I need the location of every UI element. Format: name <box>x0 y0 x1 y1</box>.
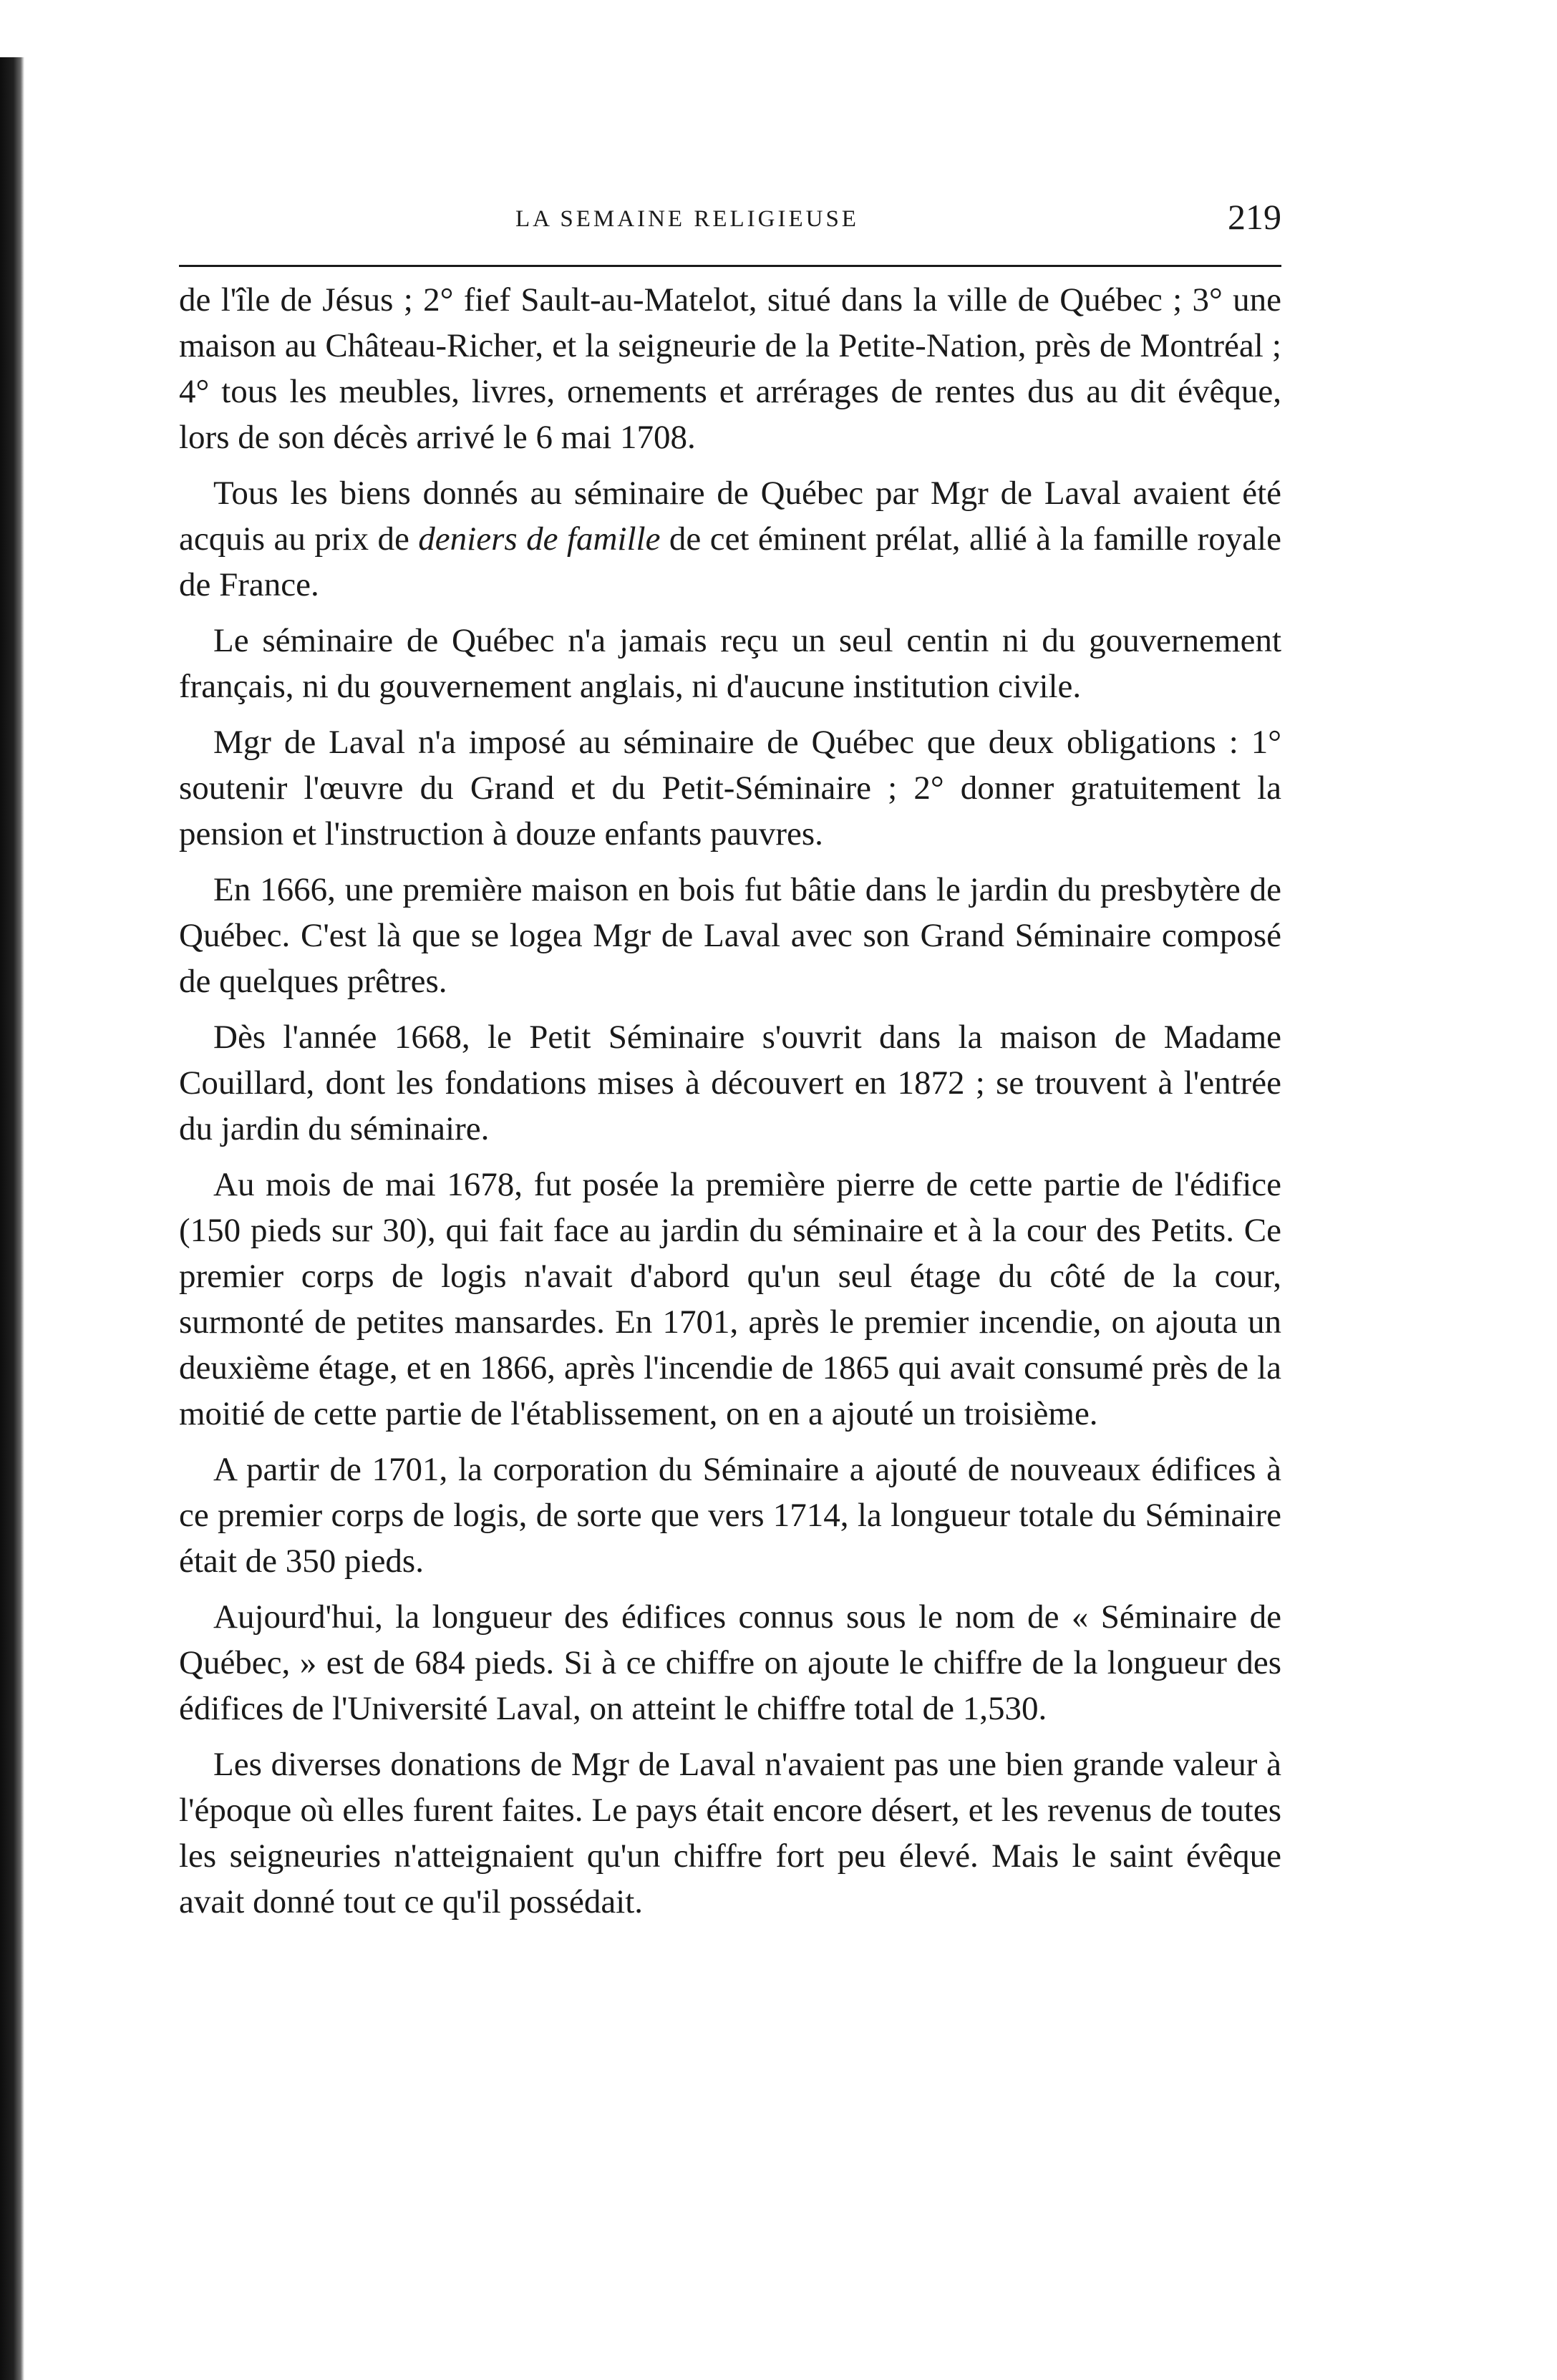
scan-edge-shadow <box>0 57 24 2380</box>
paragraph-1668: Dès l'année 1668, le Petit Séminaire s'ouvrit dans la maison de Madame Couillard, dont les fondations mises à découvert en 1872 ; se trouvent à l'entrée du jardin du séminaire. <box>179 1019 1281 1147</box>
body-text <box>179 277 1281 1925</box>
header-rule <box>179 265 1281 267</box>
running-head <box>179 193 1281 265</box>
running-title: LA SEMAINE RELIGIEUSE <box>515 206 859 232</box>
page-number: 219 <box>1228 197 1281 237</box>
paragraph-1666: En 1666, une première maison en bois fut bâtie dans le jardin du presbytère de Québec. C'est là que se logea Mgr de Laval avec son Grand Séminaire composé de quelques prêtres. <box>179 871 1281 1000</box>
paragraph-gouvernement: Le séminaire de Québec n'a jamais reçu un seul centin ni du gouvernement français, ni du gouvernement anglais, ni d'aucune institution civile. <box>179 622 1281 705</box>
paragraph-biens <box>179 470 1281 608</box>
paragraph-continued: de l'île de Jésus ; 2° fief Sault-au-Matelot, situé dans la ville de Québec ; 3° une maison au Château-Richer, et la seigneurie de la Petite-Nation, près de Montréal ; 4° tous les meubles, livres, ornements et arrérages de rentes dus au dit évêque, lors de son décès arrivé le 6 mai 1708. <box>179 281 1281 456</box>
paragraph-obligations: Mgr de Laval n'a imposé au séminaire de Québec que deux obligations : 1° soutenir l'œuvre du Grand et du Petit-Séminaire ; 2° donner gratuitement la pension et l'instruction à douze enfants pauvres. <box>179 724 1281 853</box>
italic-phrase: deniers de famille <box>418 520 661 558</box>
paragraph-1678: Au mois de mai 1678, fut posée la première pierre de cette partie de l'édifice (150 pieds sur 30), qui fait face au jardin du séminaire et à la cour des Petits. Ce premier corps de logis n'avait d'abord qu'un seul étage du côté de la cour, surmonté de petites mansardes. En 1701, après le premier incendie, on ajouta un deuxième étage, et en 1866, après l'incendie de 1865 qui avait consumé près de la moitié de cette partie de l'établissement, on en a ajouté un troisième. <box>179 1166 1281 1432</box>
paragraph-donations: Les diverses donations de Mgr de Laval n'avaient pas une bien grande valeur à l'époque où elles furent faites. Le pays était encore désert, et les revenus de toutes les seigneuries n'atteignaient qu'un chiffre fort peu élevé. Mais le saint évêque avait donné tout ce qu'il possédait. <box>179 1746 1281 1920</box>
text-run: Tous les biens donnés au séminaire de Québec par Mgr de Laval avaient été acquis au prix de <box>179 475 1281 558</box>
text-run: de cet éminent prélat, allié à la famille royale de France. <box>179 520 1281 603</box>
paragraph-aujourdhui: Aujourd'hui, la longueur des édifices connus sous le nom de « Séminaire de Québec, » est de 684 pieds. Si à ce chiffre on ajoute le chiffre de la longueur des édifices de l'Université Laval, on atteint le chiffre total de 1,530. <box>179 1598 1281 1727</box>
book-page <box>179 193 1281 1935</box>
paragraph-1701: A partir de 1701, la corporation du Séminaire a ajouté de nouveaux édifices à ce premier corps de logis, de sorte que vers 1714, la longueur totale du Séminaire était de 350 pieds. <box>179 1451 1281 1580</box>
